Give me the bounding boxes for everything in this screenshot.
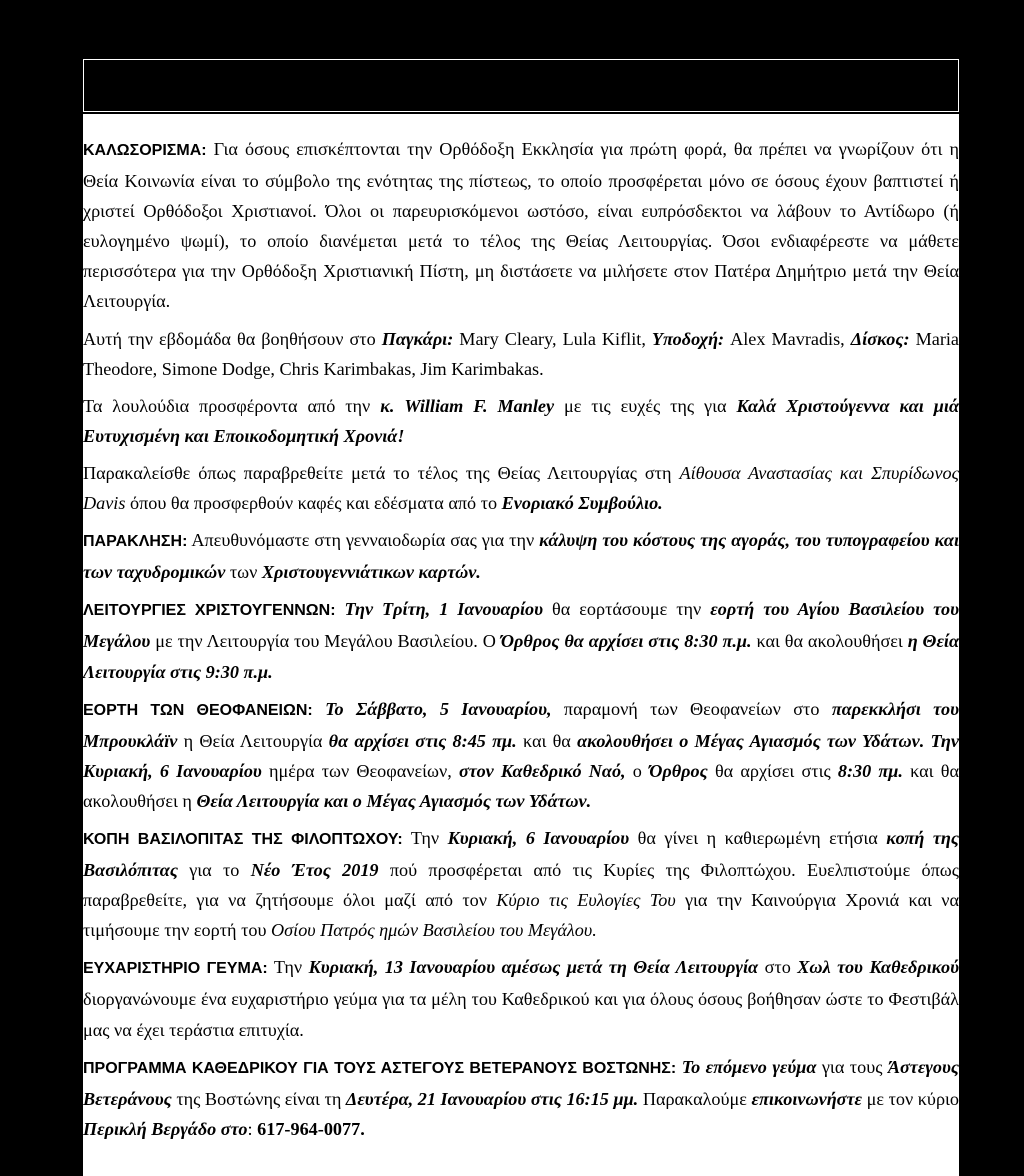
text-run: Τα λουλούδια προσφέροντα από την bbox=[83, 395, 381, 416]
text-run: παρεκκλήσι του Μπρουκλάϊν bbox=[83, 698, 959, 751]
text-run: και θα bbox=[516, 730, 578, 751]
text-run: θα γίνει η καθιερωμένη ετήσια bbox=[629, 827, 887, 848]
paragraph-helpers bbox=[83, 324, 959, 384]
paragraph-veterans bbox=[83, 1052, 959, 1144]
text-run: για την Καινούργια Χρονιά και να τιμήσουμε την εορτή του bbox=[83, 890, 959, 941]
section-heading: ΚΟΠΗ ΒΑΣΙΛΟΠΙΤΑΣ ΤΗΣ ΦΙΛΟΠΤΩΧΟΥ: bbox=[83, 830, 403, 848]
text-run: με τις ευχές της για bbox=[554, 395, 737, 416]
text-run: Οσίου Πατρός ημών Βασιλείου του Μεγάλου. bbox=[271, 920, 597, 941]
text-run: με την Λειτουργία του Μεγάλου Βασιλείου. Ο bbox=[150, 631, 501, 652]
section-heading: ΕΟΡΤΗ ΤΩΝ ΘΕΟΦΑΝΕΙΩΝ: bbox=[83, 701, 313, 719]
header-bar bbox=[83, 59, 959, 112]
text-run: Την Τρίτη, 1 Ιανουαρίου bbox=[344, 599, 544, 620]
text-run: όπου θα προσφερθούν καφές και εδέσματα από το bbox=[125, 493, 502, 514]
text-run: επικοινωνήστε bbox=[751, 1088, 863, 1109]
text-run: κ. William F. Manley bbox=[380, 395, 555, 416]
text-run: Καλά Χριστούγεννα και μιά Ευτυχισμένη και Εποικοδομητική Χρονιά! bbox=[83, 395, 959, 446]
text-run: για τους bbox=[816, 1056, 888, 1077]
section-heading: ΕΥΧΑΡΙΣΤΗΡΙΟ ΓΕΥΜΑ: bbox=[83, 960, 268, 978]
text-run: διοργανώνουμε ένα ευχαριστήριο γεύμα για τα μέλη του Καθεδρικού και για όλους όσους βοήθησαν ώστε το Φεστιβάλ μας να έχει τεράστια επιτυχία. bbox=[83, 989, 959, 1040]
section-heading: ΛΕΙΤΟΥΡΓΙΕΣ ΧΡΙΣΤΟΥΓΕΝΝΩΝ: bbox=[83, 602, 336, 620]
text-run: παραμονή των Θεοφανείων στο bbox=[551, 698, 832, 719]
text-run: των bbox=[225, 562, 262, 583]
paragraph-christmas-services bbox=[83, 594, 959, 686]
text-run: Κυριακή, 6 Ιανουαρίου bbox=[447, 827, 630, 848]
text-run: Ενοριακό Συμβούλιο. bbox=[501, 493, 663, 514]
text-run: Αίθουσα Αναστασίας και Σπυρίδωνος Davis bbox=[83, 462, 959, 514]
paragraph-coffee bbox=[83, 458, 959, 518]
text-run: Δίσκος: bbox=[850, 328, 910, 349]
paragraph-luncheon bbox=[83, 952, 959, 1044]
text-run: θα αρχίσει στις bbox=[707, 760, 838, 781]
paragraph-request bbox=[83, 525, 959, 587]
text-run: η Θεία Λειτουργία bbox=[177, 730, 329, 751]
text-run: 617-964-0077. bbox=[257, 1118, 365, 1139]
text-run: ημέρα των Θεοφανείων, bbox=[261, 760, 459, 781]
text-run: θα εορτάσουμε την bbox=[543, 599, 711, 620]
text-run: Παρακαλούμε bbox=[638, 1088, 752, 1109]
text-run: ακολουθήσει ο Μέγας Αγιασμός των Υδάτων. Την Κυριακή, 6 Ιανουαρίου bbox=[83, 730, 959, 781]
text-run: στον Καθεδρικό Ναό, bbox=[458, 760, 626, 781]
text-run: και θα ακολουθήσει bbox=[751, 631, 908, 652]
text-run: ο bbox=[625, 760, 650, 781]
text-run: Όρθρος bbox=[649, 760, 708, 781]
text-run: Κυριακή, 13 Ιανουαρίου αμέσως μετά τη Θεία Λειτουργία bbox=[308, 957, 759, 978]
text-run: Για όσους επισκέπτονται την Ορθόδοξη Εκκλησία για πρώτη φορά, θα πρέπει να γνωρίζουν ότι η Θεία Κοινωνία είναι το σύμβολο της ενότητας της πίστεως, το οποίο προσφέρεται μόνο σε όσους έχουν βαπτιστεί ή χριστεί Ορθόδοξοι Χριστιανοί. Όλοι οι παρευρισκόμενοι ωστόσο, είναι ευπρόσδεκτοι να λάβουν το Αντίδωρο (ή ευλογημένο ψωμί), το οποίο διανέμεται μετά το τέλος της Θείας Λειτουργίας. Όσοι ενδιαφέρεστε να μάθετε περισσότερα για την Ορθόδοξη Χριστιανική Πίστη, μη διστάσετε να μιλήσετε στον Πατέρα Δημήτριο μετά την Θεία Λειτουργία. bbox=[83, 139, 959, 312]
text-run: εορτή του Αγίου Βασιλείου του Μεγάλου bbox=[83, 599, 959, 652]
text-run: και θα ακολουθήσει η bbox=[83, 760, 959, 811]
text-run: Απευθυνόμαστε στη γενναιοδωρία σας για την bbox=[187, 530, 540, 551]
text-run: με τον κύριο bbox=[862, 1088, 959, 1109]
text-run: πού προσφέρεται από τις Κυρίες της Φιλοπτώχου. Ευελπιστούμε όπως παραβρεθείτε, για να ζητήσουμε όλοι μαζί από τον bbox=[83, 860, 959, 911]
section-heading: ΚΑΛΩΣΟΡΙΣΜΑ: bbox=[83, 142, 207, 159]
paragraph-epiphany bbox=[83, 694, 959, 816]
text-run: Όρθρος θα αρχίσει στις 8:30 π.μ. bbox=[500, 631, 752, 652]
text-run: Την bbox=[267, 957, 309, 978]
text-run bbox=[336, 599, 345, 619]
section-heading: ΠΑΡΑΚΛΗΣΗ: bbox=[83, 533, 188, 551]
text-run: Κύριο τις Ευλογίες Του bbox=[496, 890, 676, 911]
text-run: Χωλ του Καθεδρικού bbox=[797, 957, 959, 978]
text-run: Παγκάρι: bbox=[381, 328, 454, 349]
text-run: Το Σάββατο, 5 Ιανουαρίου, bbox=[325, 698, 552, 719]
text-run: θα αρχίσει στις 8:45 πμ. bbox=[328, 730, 517, 751]
text-run: για το bbox=[177, 860, 251, 881]
paragraph-flowers bbox=[83, 391, 959, 451]
text-run bbox=[313, 699, 325, 719]
text-run: Άστεγους Βετεράνους bbox=[83, 1056, 959, 1109]
text-run: 8:30 πμ. bbox=[837, 760, 903, 781]
text-run: Την bbox=[402, 827, 448, 848]
bulletin-page bbox=[83, 114, 959, 1176]
text-run: : bbox=[247, 1118, 258, 1139]
text-run: Alex Mavradis, bbox=[724, 328, 851, 349]
text-run: Υποδοχή: bbox=[651, 328, 725, 349]
text-run: Περικλή Βεργάδο στο bbox=[83, 1118, 248, 1139]
text-run: στο bbox=[758, 957, 798, 978]
text-run: Παρακαλείσθε όπως παραβρεθείτε μετά το τέλος της Θείας Λειτουργίας στη bbox=[83, 462, 680, 483]
text-run: κοπή της Βασιλόπιτας bbox=[83, 827, 959, 881]
text-run: της Βοστώνης είναι τη bbox=[171, 1088, 346, 1109]
text-run: Αυτή την εβδομάδα θα βοηθήσουν στο bbox=[83, 328, 382, 349]
text-run: Mary Cleary, Lula Kiflit, bbox=[453, 328, 652, 349]
text-run: Χριστουγεννιάτικων καρτών. bbox=[261, 562, 481, 583]
text-run: Maria Theodore, Simone Dodge, Chris Karimbakas, Jim Karimbakas. bbox=[83, 328, 959, 379]
text-run: Νέο Έτος 2019 bbox=[250, 860, 379, 881]
paragraph-vasilopita bbox=[83, 823, 959, 945]
text-run: Θεία Λειτουργία και ο Μέγας Αγιασμός των Υδάτων. bbox=[196, 790, 592, 811]
text-run: η Θεία Λειτουργία στις 9:30 π.μ. bbox=[83, 631, 959, 682]
text-run: Δευτέρα, 21 Ιανουαρίου στις 16:15 μμ. bbox=[345, 1088, 639, 1109]
paragraph-welcome bbox=[83, 134, 959, 317]
text-run: Το επόμενο γεύμα bbox=[681, 1056, 817, 1077]
section-heading: ΠΡΟΓΡΑΜΜΑ ΚΑΘΕΔΡΙΚΟΥ ΓΙΑ ΤΟΥΣ ΑΣΤΕΓΟΥΣ ΒΕΤΕΡΑΝΟΥΣ ΒΟΣΤΩΝΗΣ: bbox=[83, 1059, 677, 1077]
text-run: κάλυψη του κόστους της αγοράς, του τυπογραφείου και των ταχυδρομικών bbox=[83, 530, 959, 583]
